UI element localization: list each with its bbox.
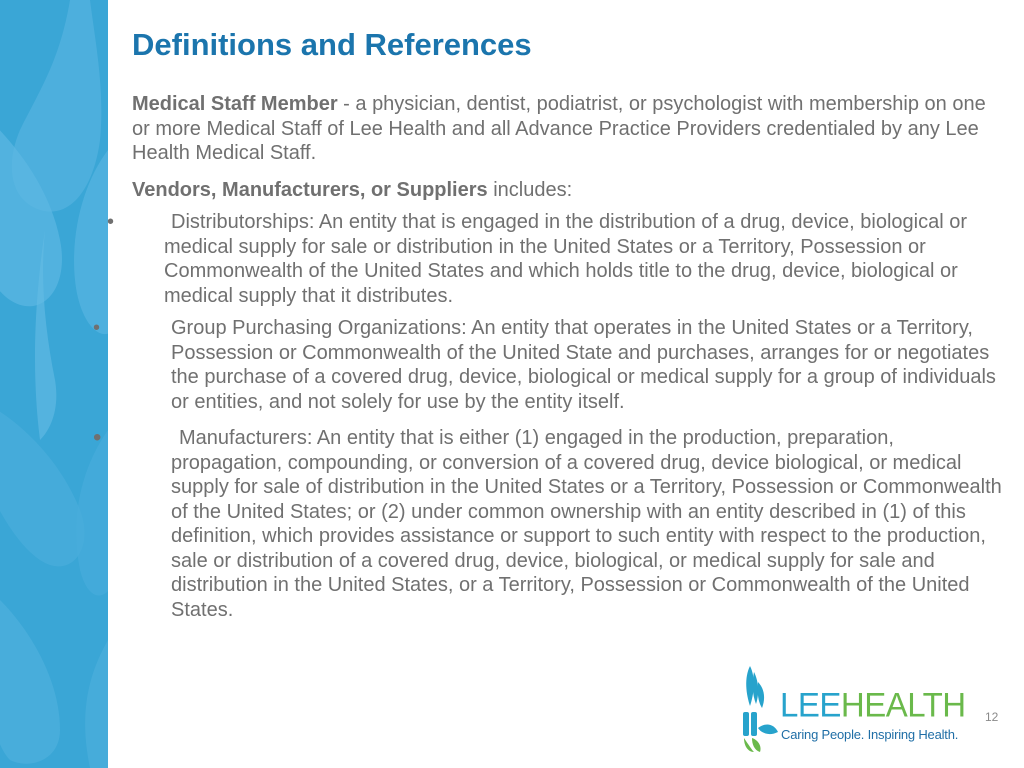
medical-staff-definition: [132, 92, 1002, 166]
bullet-text: Manufacturers: An entity that is either (1) engaged in the production, preparation, propagation, compounding, or conversion of a covered drug, device biological, or medical supply for sale of distribution in the United States or a Territory, Possession or Commonwealth of the United States; or (2) under common ownership with an entity described in (1) of this definition, which provides assistance or support to such entity with respect to the production, sale or distribution of a covered drug, device, biological, or medical supply for sale and distribution in the United States, or a Territory, Possession or Commonwealth of the United States.: [171, 427, 1002, 621]
bullet-distributorships: [107, 210, 1002, 308]
medical-staff-text: - a physician, dentist, podiatrist, or psychologist with membership on one or more Medical Staff of Lee Health and all Advance Practice Providers credentialed by any Lee Health Medical Staff.: [132, 93, 986, 164]
page-number: 12: [985, 710, 999, 724]
bullet-marker: •: [107, 211, 115, 233]
slide-title: Definitions and References: [132, 27, 532, 62]
decorative-sidebar: [0, 0, 108, 768]
bullet-group-purchasing: [93, 316, 1002, 414]
bullet-manufacturers: [93, 424, 1002, 622]
vendors-text: includes:: [487, 178, 573, 201]
vendors-term: Vendors, Manufacturers, or Suppliers: [132, 178, 488, 201]
logo-tagline: Caring People. Inspiring Health.: [781, 727, 959, 742]
bullet-text: Group Purchasing Organizations: An entity that operates in the United States or a Territory, Possession or Commonwealth of the United State and purchases, arranges for or negotiates the purchase of a covered drug, device, biological or medical supply for a group of individuals or entities, and not solely for use by the entity itself.: [171, 317, 996, 413]
logo-name-health: HEALTH: [840, 685, 966, 724]
leaf-pattern-graphic: [0, 0, 108, 768]
bullet-text: Distributorships: An entity that is engaged in the distribution of a drug, device, biological or medical supply for sale or distribution in the United States or a Territory, Possession or Commonwealth of the United States and which holds title to the drug, device, biological or medical supply that it distributes.: [164, 211, 968, 307]
slide-body: [93, 92, 1002, 622]
bullet-marker: •: [93, 317, 101, 339]
logo-wordmark: [780, 685, 966, 725]
medical-staff-term: Medical Staff Member: [132, 93, 338, 115]
bullet-marker: •: [93, 424, 102, 451]
logo-name-lee: LEE: [780, 685, 841, 724]
vendors-definition: [132, 178, 1002, 203]
